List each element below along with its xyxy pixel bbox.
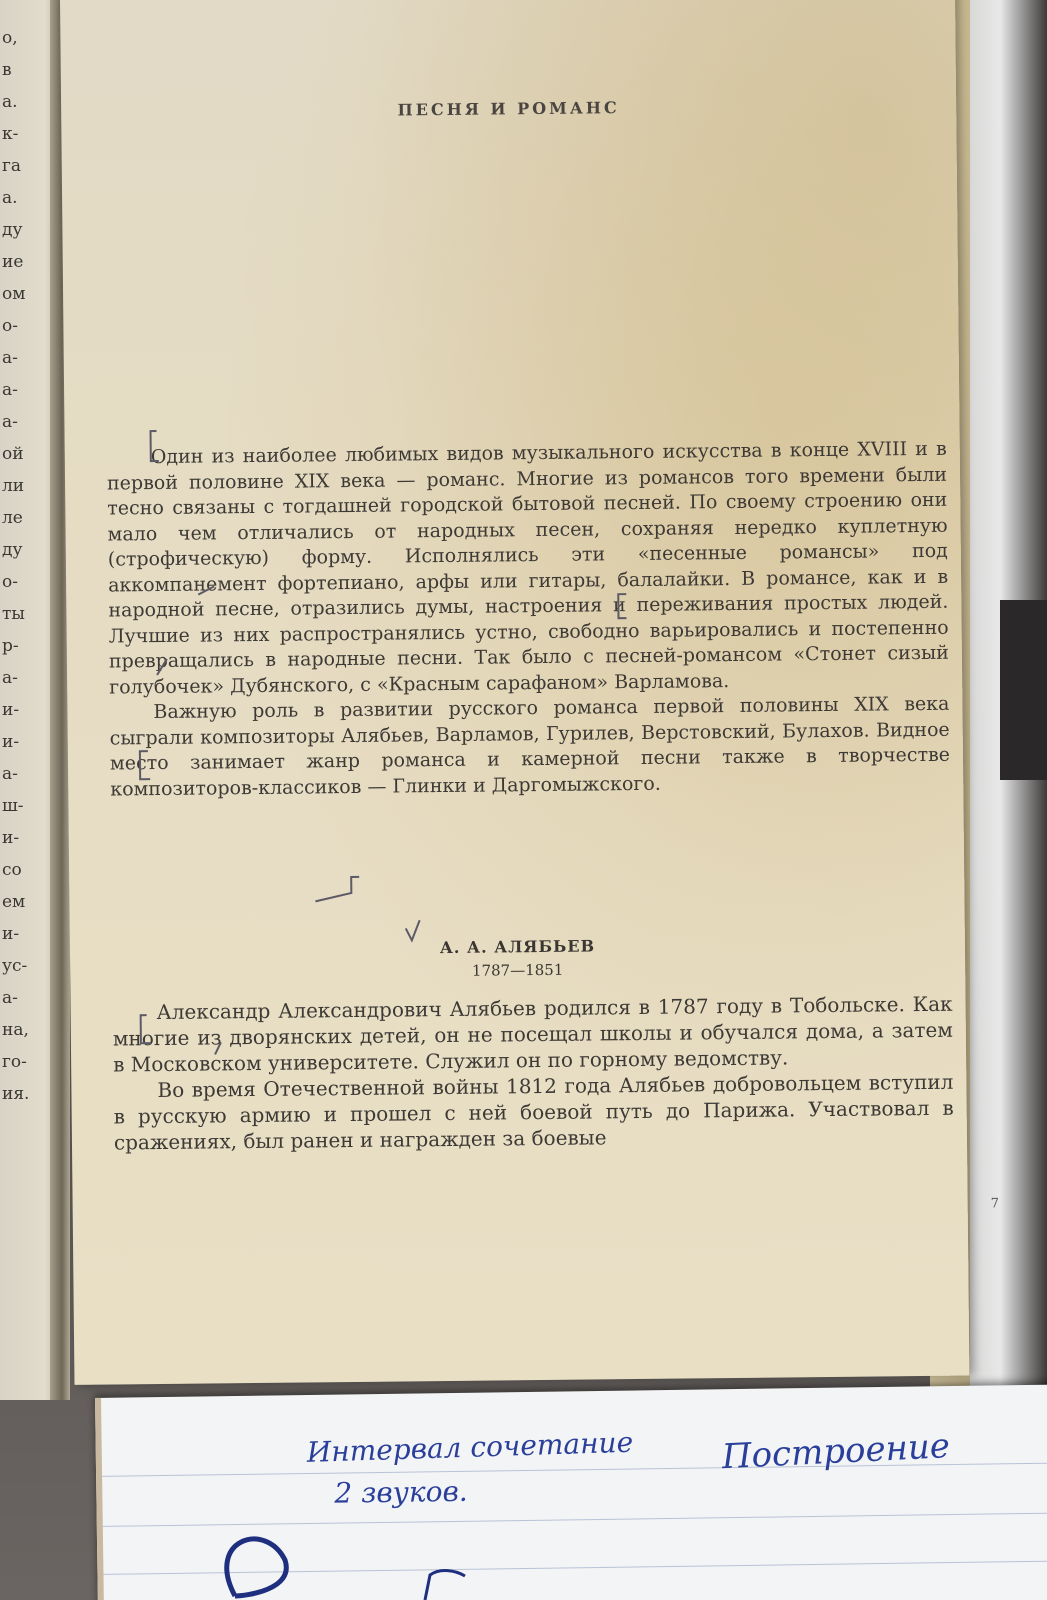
previous-page-fragment: га (2, 156, 22, 176)
previous-page-fragment: ом (2, 284, 26, 304)
previous-page-fragment: а- (2, 988, 18, 1008)
previous-page-fragment: а- (2, 668, 18, 688)
previous-page-fragment: в (2, 60, 12, 80)
page-heading: ПЕСНЯ И РОМАНС (397, 98, 620, 120)
handwritten-line-2: 2 звуков. (334, 1474, 468, 1510)
previous-page-fragment: и- (2, 924, 20, 944)
previous-page-fragment: а. (2, 92, 18, 112)
previous-page-fragment: ия. (2, 1084, 30, 1104)
handwritten-line-1: Интервал сочетание (306, 1425, 634, 1469)
previous-page-fragment: го- (2, 1052, 27, 1072)
background-dark-strip (1000, 600, 1047, 780)
previous-page-fragment: ду (2, 540, 23, 560)
previous-page-fragment: и- (2, 732, 20, 752)
biography-paragraph-1: Александр Александрович Алябьев родился в 1787 году в Тобольске. Как многие из дворянских детей, он не посещал школы и обучался дома, а затем в Московском университете. Служил он по горному ведомству. (112, 991, 953, 1077)
previous-page-fragment: о- (2, 572, 18, 592)
previous-page-fragment: ем (2, 892, 26, 912)
biography-paragraph-2: Во время Отечественной войны 1812 года Алябьев добровольцем вступил в русскую армию и прошел с ней боевой путь до Парижа. Участвовал в сражениях, был ранен и награжден за боевые (113, 1069, 954, 1155)
bracket-mark-6 (315, 877, 359, 901)
author-name: А. А. АЛЯБЬЕВ (439, 936, 596, 958)
previous-page-fragment: ты (2, 604, 25, 624)
previous-page-fragment: о- (2, 316, 18, 336)
previous-page-fragment: а- (2, 380, 18, 400)
previous-page-fragment: а. (2, 188, 18, 208)
previous-page-fragment: ле (2, 508, 23, 528)
previous-page-fragment: ус- (2, 956, 28, 976)
ink-scribble (95, 1500, 495, 1600)
intro-paragraph-1: Один из наиболее любимых видов музыкального искусства в конце XVIII и в первой половине XIX века — романс. Многие из романсов того времени были тесно связаны с тогдашней городской бытовой песней. По своему строению они мало чем отличались от народных песен, сохраняя нередко куплетную (строфическую) форму. Исполнялись эти «песенные романсы» под аккомпанемент фортепиано, арфы или гитары, балалайки. В романсе, как и в народной песне, отразились думы, настроения и переживания простых людей. Лучшие из них распространялись устно, свободно варьировались и постепенно превращались в народные песни. Так было с песней-романсом «Стонет сизый голубочек» Дубянского, с «Красным сарафаном» Варламова. (106, 437, 949, 699)
previous-page-fragment: ой (2, 444, 24, 464)
previous-page-fragment: и- (2, 700, 20, 720)
previous-page-fragment: и- (2, 828, 20, 848)
book-page (60, 0, 1000, 1385)
biography-section (112, 991, 954, 1156)
page-number: 7 (990, 1196, 1000, 1212)
previous-page-fragment: а- (2, 412, 18, 432)
previous-page-fragment: ш- (2, 796, 24, 816)
previous-page-fragment: со (2, 860, 22, 880)
previous-page-fragment: о, (2, 28, 18, 48)
handwritten-line-3: Построение (720, 1426, 951, 1478)
author-years: 1787—1851 (471, 960, 564, 980)
intro-section (107, 437, 951, 803)
previous-page-fragment: на, (2, 1020, 29, 1040)
previous-page-fragment: а- (2, 348, 18, 368)
previous-page-fragment: р- (2, 636, 19, 656)
previous-page-fragment: ду (2, 220, 23, 240)
intro-paragraph-2: Важную роль в развитии русского романса первой половины XIX века сыграли композиторы Алябьев, Варламов, Гурилев, Верстовский, Булахов. Видное место занимает жанр романса и камерной песни также в творчестве композиторов-классиков — Глинки и Даргомыжского. (109, 692, 951, 801)
previous-page-fragment: ие (2, 252, 24, 272)
previous-page-fragment: к- (2, 124, 19, 144)
previous-page-fragment: ли (2, 476, 25, 496)
previous-page-fragment: а- (2, 764, 18, 784)
